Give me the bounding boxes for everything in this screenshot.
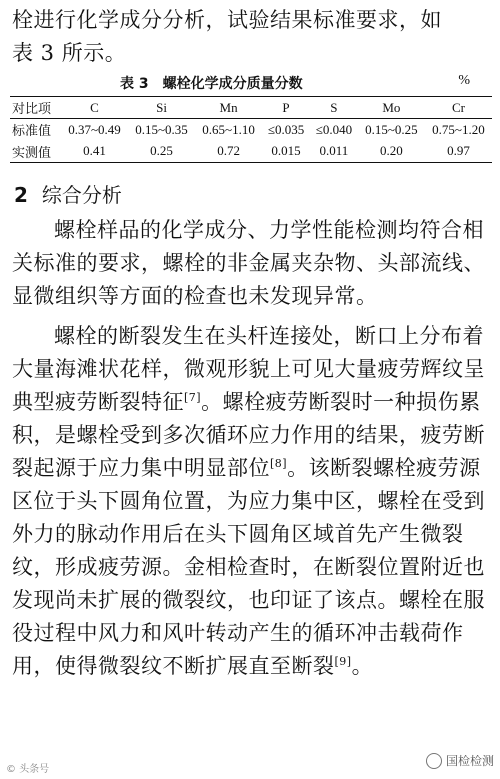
paragraph-2-text-b: 。螺栓疲劳断裂时一种损伤累积，是螺栓受到多次循环应力作用的结果，疲劳断裂起源于应力集中明显部位 (12, 390, 485, 480)
table-cell: 0.41 (83, 143, 106, 159)
account-logo-icon (426, 753, 442, 769)
table-cell: 0.15~0.35 (135, 121, 188, 137)
account-watermark (426, 752, 494, 769)
section-heading (14, 180, 122, 210)
table-cell: 0.015 (271, 143, 301, 159)
table-cell: 0.37~0.49 (68, 121, 121, 137)
section-number: 2 (14, 183, 28, 207)
paragraph-2-text-c: 。该断裂螺栓疲劳源区位于头下圆角位置，为应力集中区，螺栓在受到外力的脉动作用后在头下圆角区域首先产生微裂纹，形成疲劳源。金相检查时，在断裂位置附近也发现尚未扩展的微裂纹，也印证了该点。螺栓在服役过程中风力和风叶转动产生的循环冲击载荷作用，使得微裂纹不断扩展直至断裂 (12, 456, 485, 678)
table-cell: 标准值 (12, 123, 52, 139)
table-cell: 0.65~1.10 (202, 121, 255, 137)
paragraph-1: 螺栓样品的化学成分、力学性能检测均符合相关标准的要求，螺栓的非金属夹杂物、头部流线、显微组织等方面的检查也未发现异常。 (12, 218, 485, 308)
table-cell: 0.011 (319, 143, 349, 159)
source-watermark: © 头条号 (6, 764, 50, 775)
paragraph-2-text-a: 螺栓的断裂发生在头杆连接处，断口上分布着大量海滩状花样，微观形貌上可见大量疲劳辉纹呈典型疲劳断裂特征 (12, 324, 485, 414)
intro-line-1: 栓进行化学成分分析，试验结果标准要求，如 (12, 8, 442, 32)
section-title: 综合分析 (41, 183, 122, 207)
table-header-row (10, 97, 492, 119)
table-cell: ≤0.035 (267, 121, 305, 137)
section-body (12, 214, 494, 690)
table-row-measured (10, 141, 492, 163)
table-caption (0, 73, 500, 95)
chemical-composition-table (10, 96, 492, 163)
table-title: 表 3 螺栓化学成分质量分数 (120, 76, 303, 92)
table-cell: 0.20 (379, 143, 403, 159)
table-row-standard (10, 119, 492, 141)
table-header-cell: 对比项 (12, 101, 52, 116)
table-cell: 实测值 (12, 144, 52, 160)
table-cell: 0.25 (150, 143, 173, 159)
citation-ref: [8] (270, 457, 288, 470)
intro-line-2: 表 3 所示。 (12, 41, 127, 65)
table-cell: 0.97 (447, 143, 470, 159)
account-name: 国检检测 (445, 754, 494, 768)
table-header-cell: P (282, 99, 290, 115)
table-header-cell: Si (156, 99, 167, 115)
citation-ref: [9] (334, 655, 352, 668)
table-unit: % (458, 73, 470, 88)
table-cell: ≤0.040 (315, 121, 353, 137)
table-header-cell: Mn (219, 99, 238, 115)
table-cell: 0.15~0.25 (365, 121, 418, 137)
paragraph-2 (12, 320, 494, 683)
table-header-cell: Cr (451, 99, 465, 115)
intro-text (12, 4, 494, 70)
table-header-cell: C (90, 99, 99, 115)
table-cell: 0.75~1.20 (432, 121, 485, 137)
paragraph-2-text-d: 。 (351, 654, 374, 678)
table-cell: 0.72 (217, 143, 240, 159)
citation-ref: [7] (184, 391, 202, 404)
table-header-cell: S (330, 99, 338, 115)
table-header-cell: Mo (382, 99, 401, 115)
